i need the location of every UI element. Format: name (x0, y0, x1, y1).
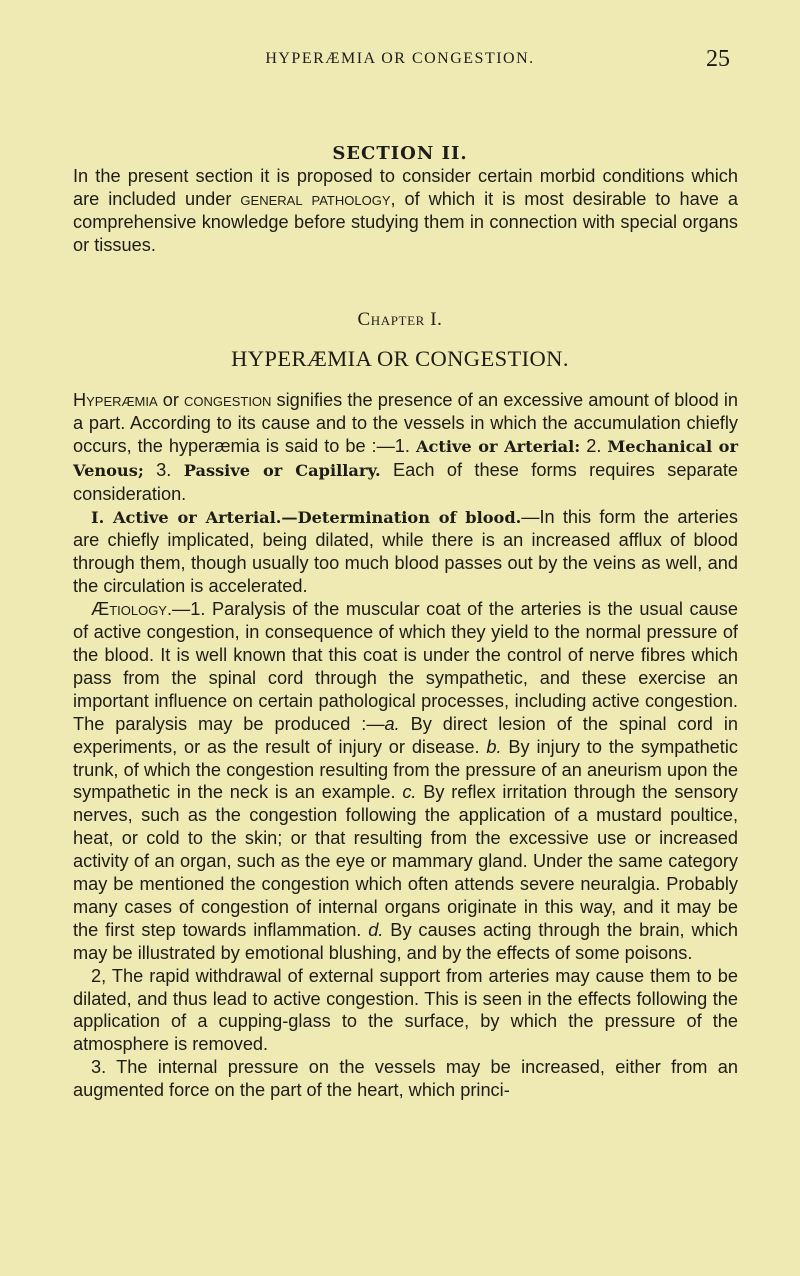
text-run: Each of these forms requires separate consideration. (73, 459, 738, 504)
paragraph-two: 2, The rapid withdrawal of external support from arteries may cause them to be dilated, and thus lead to active congestion. This is seen in the effects following the application of a cupping-glass to the surface, by which the pressure of the atmosphere is removed. (73, 965, 738, 1055)
chapter-body (73, 389, 738, 1102)
text-run: signifies the presence of an excessive amount of blood in a part. According to its cause and to the vessels in which the accumulation chiefly occurs, the hyperæmia is said to be :—1. (73, 390, 738, 456)
hyperaemia-term: Hyperæmia (73, 390, 158, 410)
form-passive-capillary: Passive or Capillary. (183, 460, 381, 480)
intro-text-end: , of which it is most desirable to have a comprehensive knowledge before studying them in connection with special organs or tissues. (73, 188, 738, 255)
text-run: or (157, 390, 185, 410)
item-marker-b: b. (486, 736, 502, 757)
text-run: 2. (580, 435, 608, 456)
text-run: —1. Paralysis of the muscular coat of the arteries is the usual cause of active congestion, in consequence of which they yield to the normal pressure of the blood. It is well known that this coat is under the control of nerve fibres which pass from the spinal cord through the sympathetic, and these exercise an important influence on certain pathological processes, including active congestion. The paralysis may be produced :— (73, 599, 738, 734)
chapter-label-text: Chapter I. (357, 309, 443, 330)
definition-paragraph (73, 389, 738, 506)
active-arterial-paragraph (73, 506, 738, 599)
text-run: —In this form the arteries are chiefly implicated, being dilated, while there is an increased afflux of blood through them, though usually too much blood passes out by the veins as well, and the circulation is accelerated. (73, 506, 738, 597)
form-active-arterial: Active or Arterial: (415, 436, 581, 456)
text-run: By injury to the sympathetic trunk, of which the congestion resulting from the pressure of an aneurism upon the sympathetic in the neck is an example. (73, 736, 738, 803)
chapter-title: HYPERÆMIA OR CONGESTION. (231, 346, 569, 371)
chapter-label (0, 309, 800, 331)
text-run: By causes acting through the brain, which may be illustrated by emotional blushing, and by the effects of some poisons. (73, 919, 738, 963)
item-marker-d: d. (368, 919, 384, 940)
section-heading: SECTION II. (332, 143, 468, 164)
paragraph-three: 3. The internal pressure on the vessels may be increased, either from an augmented force on the part of the heart, which princi- (73, 1057, 738, 1101)
text-run: By reflex irritation through the sensory nerves, such as the congestion following the application of a mustard poultice, heat, or cold to the skin; or that resulting from the excessive use or increased activity of an organ, such as the eye or mammary gland. Under the same category may be mentioned the congestion which often attends severe neuralgia. Probably many cases of congestion of internal organs originate in this way, and it may be the first step towards inflammation. (73, 782, 738, 940)
item-marker-a: a. (384, 713, 400, 734)
text-run: 3. (143, 459, 184, 480)
intro-text-start: In the present section it is proposed to consider certain morbid conditions which are included under (73, 166, 738, 209)
page-number: 25 (706, 46, 730, 72)
running-head-title: HYPERÆMIA OR CONGESTION. (265, 50, 535, 67)
form-mechanical-venous: Mechanical or Venous; (73, 436, 739, 480)
general-pathology-term: general pathology (240, 188, 391, 209)
intro-paragraph (73, 165, 738, 257)
intro-block (73, 165, 738, 257)
text-run: By direct lesion of the spinal cord in experiments, or as the result of injury or disease. (73, 713, 738, 757)
running-head (0, 46, 800, 74)
item-marker-c: c. (402, 782, 417, 803)
active-arterial-heading: I. Active or Arterial.—Determination of blood. (91, 507, 522, 527)
congestion-term: congestion (184, 390, 272, 410)
aetiology-paragraph (73, 598, 738, 965)
aetiology-term: Ætiology. (91, 599, 173, 620)
